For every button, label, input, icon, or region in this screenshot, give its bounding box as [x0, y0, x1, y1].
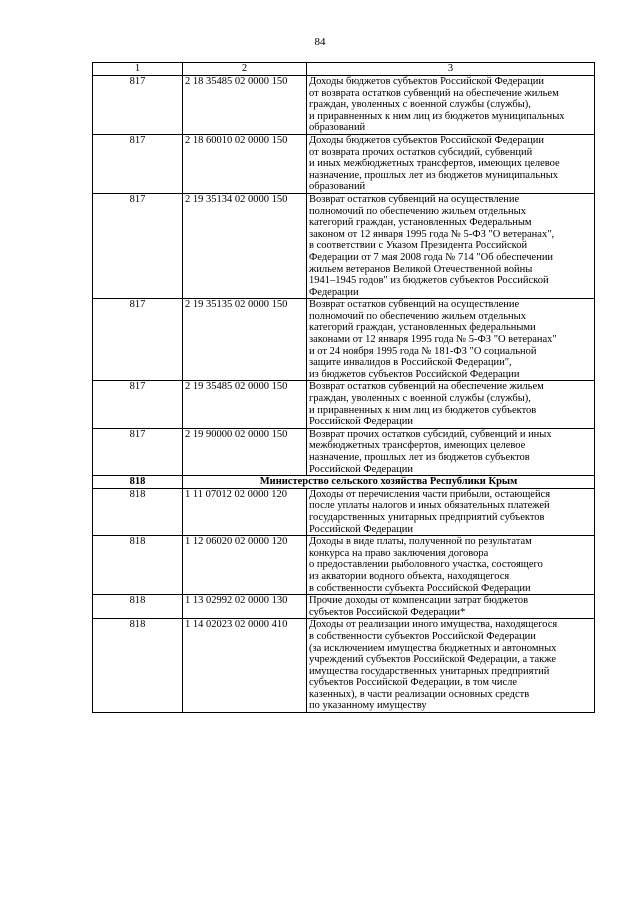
budget-classification-code-cell: 2 19 35134 02 0000 150 — [183, 193, 307, 298]
section-code: 818 — [93, 476, 183, 489]
table-row — [93, 134, 595, 193]
section-row — [93, 476, 595, 489]
description-line: Доходы бюджетов субъектов Российской Федерации — [309, 134, 545, 146]
description-line: образований — [309, 181, 366, 193]
description-line: Возврат прочих остатков субсидий, субвенций и иных — [309, 428, 552, 440]
description-line: казенных), в части реализации основных средств — [309, 688, 530, 700]
revenue-description-cell — [307, 381, 595, 428]
admin-code-cell: 818 — [93, 619, 183, 713]
description-line: субъектов Российской Федерации, в том числе — [309, 677, 518, 689]
revenue-description-cell — [307, 488, 595, 535]
description-line: государственных унитарных предприятий субъектов — [309, 511, 545, 523]
admin-code-cell: 817 — [93, 299, 183, 381]
table-row — [93, 76, 595, 135]
description-line: назначение, прошлых лет из бюджетов муниципальных — [309, 169, 559, 181]
description-line: граждан, уволенных с военной службы (службы), — [309, 99, 531, 111]
revenue-codes-table — [92, 62, 595, 713]
description-line: из бюджетов субъектов Российской Федерации — [309, 368, 520, 380]
description-line: Возврат остатков субвенций на обеспечение жильем — [309, 381, 544, 393]
description-line: Федерации — [309, 286, 359, 298]
description-line: Возврат остатков субвенций на осуществление — [309, 299, 520, 311]
description-line: от возврата прочих остатков субсидий, субвенций — [309, 146, 533, 158]
description-line: межбюджетных трансфертов, имеющих целевое — [309, 440, 526, 452]
section-title: Министерство сельского хозяйства Республики Крым — [183, 476, 595, 489]
description-line: Прочие доходы от компенсации затрат бюджетов — [309, 595, 529, 607]
column-header-1: 1 — [93, 63, 183, 76]
description-line: Российской Федерации — [309, 523, 413, 535]
description-line: и иных межбюджетных трансфертов, имеющих целевое — [309, 158, 560, 170]
budget-classification-code-cell: 2 19 35135 02 0000 150 — [183, 299, 307, 381]
description-line: жильем ветеранов Великой Отечественной войны — [309, 263, 533, 275]
budget-classification-code-cell: 2 18 35485 02 0000 150 — [183, 76, 307, 135]
revenue-description-cell — [307, 76, 595, 135]
description-line: субъектов Российской Федерации* — [309, 606, 466, 618]
description-line: после уплаты налогов и иных обязательных платежей — [309, 500, 550, 512]
column-header-3: 3 — [307, 63, 595, 76]
budget-classification-code-cell: 1 13 02992 02 0000 130 — [183, 595, 307, 619]
description-line: Доходы в виде платы, полученной по результатам — [309, 536, 532, 548]
budget-classification-code-cell: 1 12 06020 02 0000 120 — [183, 536, 307, 595]
table-row — [93, 193, 595, 298]
revenue-description-cell — [307, 193, 595, 298]
description-line: и приравненных к ним лиц из бюджетов субъектов — [309, 404, 537, 416]
table-row — [93, 428, 595, 475]
description-line: защите инвалидов в Российской Федерации", — [309, 357, 512, 369]
budget-classification-code-cell: 2 19 90000 02 0000 150 — [183, 428, 307, 475]
description-line: категорий граждан, установленных Федеральным — [309, 217, 532, 229]
description-line: Российской Федерации — [309, 463, 413, 475]
admin-code-cell: 817 — [93, 428, 183, 475]
description-line: Доходы от реализации иного имущества, находящегося — [309, 619, 558, 631]
table-row — [93, 619, 595, 713]
description-line: конкурса на право заключения договора — [309, 547, 489, 559]
description-line: граждан, уволенных с военной службы (службы), — [309, 393, 531, 405]
description-line: Возврат остатков субвенций на осуществление — [309, 193, 520, 205]
revenue-description-cell — [307, 536, 595, 595]
admin-code-cell: 818 — [93, 595, 183, 619]
description-line: по указанному имуществу — [309, 700, 427, 712]
budget-classification-code-cell: 2 19 35485 02 0000 150 — [183, 381, 307, 428]
description-line: из акватории водного объекта, находящегося — [309, 570, 510, 582]
revenue-description-cell — [307, 595, 595, 619]
budget-classification-code-cell: 1 11 07012 02 0000 120 — [183, 488, 307, 535]
description-line: Российской Федерации — [309, 416, 413, 428]
column-header-2: 2 — [183, 63, 307, 76]
description-line: в соответствии с Указом Президента Российской — [309, 240, 528, 252]
admin-code-cell: 817 — [93, 193, 183, 298]
description-line: категорий граждан, установленных федеральными — [309, 322, 536, 334]
description-line: имущества государственных унитарных предприятий — [309, 665, 550, 677]
description-line: образований — [309, 122, 366, 134]
budget-classification-code-cell: 1 14 02023 02 0000 410 — [183, 619, 307, 713]
description-line: и от 24 ноября 1995 года № 181-ФЗ "О социальной — [309, 345, 537, 357]
admin-code-cell: 817 — [93, 381, 183, 428]
description-line: Доходы бюджетов субъектов Российской Федерации — [309, 76, 545, 87]
description-line: (за исключением имущества бюджетных и автономных — [309, 642, 557, 654]
description-line: в собственности субъекта Российской Федерации — [309, 582, 531, 594]
description-line: Доходы от перечисления части прибыли, остающейся — [309, 488, 551, 500]
description-line: полномочий по обеспечению жильем отдельных — [309, 205, 526, 217]
description-line: 1941–1945 годов" из бюджетов субъектов Российской — [309, 275, 549, 287]
description-line: о предоставлении рыболовного участка, состоящего — [309, 559, 543, 571]
description-line: учреждений субъектов Российской Федерации, а также — [309, 654, 556, 666]
table-header-row — [93, 63, 595, 76]
budget-classification-code-cell: 2 18 60010 02 0000 150 — [183, 134, 307, 193]
description-line: и приравненных к ним лиц из бюджетов муниципальных — [309, 110, 565, 122]
admin-code-cell: 818 — [93, 488, 183, 535]
table-row — [93, 381, 595, 428]
revenue-description-cell — [307, 299, 595, 381]
admin-code-cell: 817 — [93, 134, 183, 193]
description-line: Федерации от 7 мая 2008 года № 714 "Об обеспечении — [309, 251, 554, 263]
admin-code-cell: 817 — [93, 76, 183, 135]
revenue-description-cell — [307, 619, 595, 713]
admin-code-cell: 818 — [93, 536, 183, 595]
description-line: законом от 12 января 1995 года № 5-ФЗ "О ветеранах", — [309, 228, 555, 240]
page-number: 84 — [314, 36, 326, 48]
description-line: законами от 12 января 1995 года № 5-ФЗ "О ветеранах" — [309, 334, 557, 346]
revenue-description-cell — [307, 428, 595, 475]
table-row — [93, 595, 595, 619]
description-line: назначение, прошлых лет из бюджетов субъектов — [309, 452, 530, 463]
table-row — [93, 536, 595, 595]
description-line: полномочий по обеспечению жильем отдельных — [309, 310, 526, 322]
description-line: в собственности субъектов Российской Федерации — [309, 630, 536, 642]
description-line: от возврата остатков субвенций на обеспечение жильем — [309, 87, 559, 99]
revenue-description-cell — [307, 134, 595, 193]
table-row — [93, 299, 595, 381]
table-row — [93, 488, 595, 535]
